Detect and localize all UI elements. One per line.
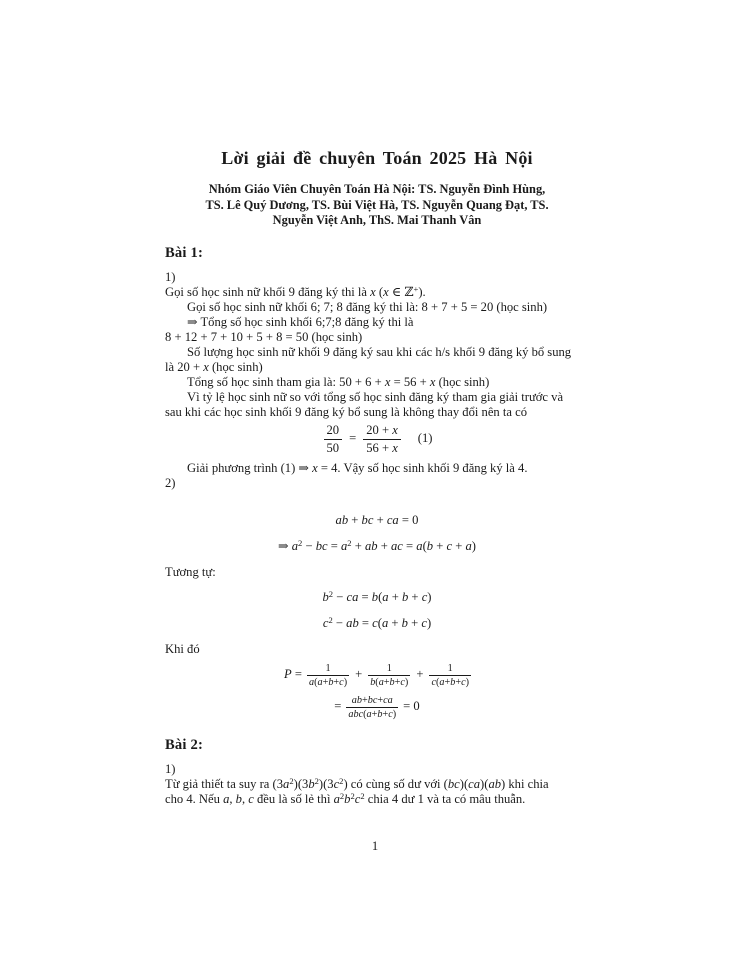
fraction [368, 663, 410, 689]
section-heading-bai-1: Bài 1: [165, 244, 204, 261]
equation-c-squared: $c^2$ − ab = c(a + b + c) [322, 614, 432, 630]
part-2-label: 2) [165, 475, 176, 490]
solution-line: sau khi các học sinh khối 9 đăng ký bổ sung là không thay đổi nên ta có [165, 404, 528, 419]
plus-sign: + [355, 667, 363, 682]
solution-line: cho 4. Nếu a, b, c đều là số lẻ thì $a^2b^2c^2$ chia 4 dư 1 và ta có mâu thuẫn. [165, 790, 526, 806]
numerator: 20 + x [363, 423, 401, 440]
authors-line-1: Nhóm Giáo Viên Chuyên Toán Hà Nội: TS. Nguyễn Đình Hùng, [208, 182, 546, 196]
solution-line: Tổng số học sinh tham gia là: 50 + 6 + x = 56 + x (học sinh) [187, 374, 490, 389]
solution-line: Giải phương trình (1) ⇒ x = 4. Vậy số học sinh khối 9 đăng ký là 4. [187, 460, 528, 475]
equation-p-result [165, 695, 589, 721]
solution-line: Số lượng học sinh nữ khối 9 đăng ký sau khi các h/s khối 9 đăng ký bổ sung [187, 344, 572, 359]
numerator: 1 [368, 663, 410, 677]
document-body [165, 147, 589, 807]
solution-line: 8 + 12 + 7 + 10 + 5 + 8 = 50 (học sinh) [165, 329, 363, 344]
denominator: b(a+b+c) [370, 677, 409, 688]
part-1-label: 1) [165, 761, 176, 776]
solution-line: Gọi số học sinh nữ khối 9 đăng ký thi là x (x ∈ ℤ+). [165, 283, 426, 299]
fraction [346, 695, 398, 721]
denominator: 56 + x [366, 440, 398, 455]
section-heading-bai-2: Bài 2: [165, 736, 204, 753]
fraction [324, 423, 343, 456]
equation-ratio [165, 423, 589, 456]
p-equals: P = [284, 667, 302, 682]
solution-line: Vì tỷ lệ học sinh nữ so với tổng số học sinh đăng ký tham gia giải trước và [187, 389, 564, 404]
denominator: c(a+b+c) [431, 677, 469, 688]
denominator: 50 [326, 440, 340, 455]
fraction [307, 663, 349, 689]
authors-line-3: Nguyễn Việt Anh, ThS. Mai Thanh Vân [272, 213, 482, 227]
fraction [429, 663, 471, 689]
equals-zero: = 0 [403, 699, 420, 714]
denominator: abc(a+b+c) [348, 709, 397, 720]
solution-line: ⇒ Tổng số học sinh khối 6;7;8 đăng ký thi là [187, 314, 414, 329]
fraction [363, 423, 401, 456]
equation-p-sum [165, 663, 589, 689]
equals-sign: = [349, 430, 357, 445]
solution-line: Gọi số học sinh nữ khối 6; 7; 8 đăng ký thi là: 8 + 7 + 5 = 20 (học sinh) [187, 299, 548, 314]
solution-line: là 20 + x (học sinh) [165, 359, 263, 374]
equation-number: (1) [417, 430, 433, 445]
authors-line-2: TS. Lê Quý Dương, TS. Bùi Việt Hà, TS. Nguyễn Quang Đạt, TS. [205, 197, 549, 212]
equals-sign: = [334, 699, 342, 714]
text-khi-do: Khi đó [165, 641, 200, 656]
part-1-label: 1) [165, 269, 176, 284]
plus-sign: + [416, 667, 424, 682]
equation-ab-bc-ca: ab + bc + ca = 0 [335, 512, 419, 527]
numerator: 20 [324, 423, 343, 440]
text-tuong-tu: Tương tự: [165, 564, 216, 579]
numerator: 1 [429, 663, 471, 677]
page-number: 1 [371, 839, 379, 853]
numerator: 1 [307, 663, 349, 677]
numerator: ab+bc+ca [346, 695, 398, 709]
equation-b-squared: $b^2$ − ca = b(a + b + c) [322, 588, 432, 604]
authors-block [165, 182, 589, 229]
solution-line: Từ giả thiết ta suy ra $(3a^2)(3b^2)(3c^2)$ có cùng số dư với (bc)(ca)(ab) khi chia [165, 775, 549, 791]
equation-implication: ⇒ $a^2$ − bc = $a^2$ + ab + ac = a(b + c + a) [278, 537, 476, 553]
document-title: Lời giải đề chuyên Toán 2025 Hà Nội [221, 148, 533, 168]
denominator: a(a+b+c) [308, 677, 348, 688]
